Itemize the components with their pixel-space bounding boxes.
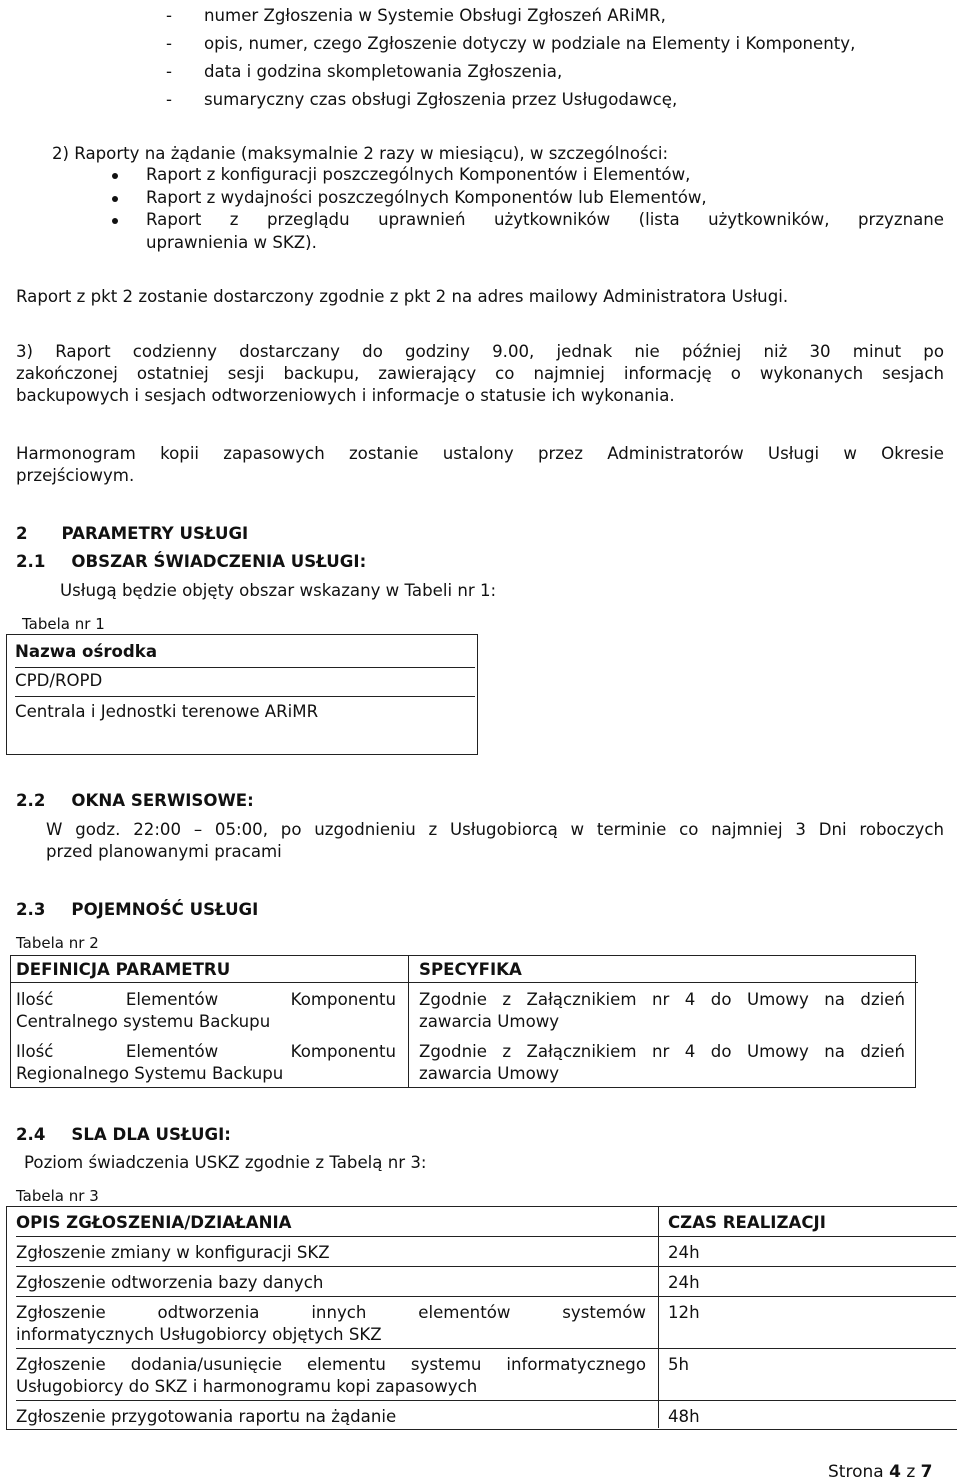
list-item: Raport z przeglądu uprawnień użytkowników (lista użytkowników, przyznane <box>112 209 944 232</box>
row-rule <box>16 1400 956 1401</box>
list-marker: - <box>166 34 172 53</box>
list-item: Raport z konfiguracji poszczególnych Komponentów i Elementów, <box>112 164 944 187</box>
table-row-desc: Zgłoszenie dodania/usunięcie elementu systemu informatycznego Usługobiorcy do SKZ i harmonogramu kopi zapasowych <box>16 1355 646 1396</box>
table-row-time: 24h <box>668 1273 700 1292</box>
paragraph: Raport z pkt 2 zostanie dostarczony zgodnie z pkt 2 na adres mailowy Administratora Usługi. <box>16 287 789 306</box>
paragraph-3: 3) Raport codzienny dostarczany do godziny 9.00, jednak nie później niż 30 minut po zakończonej ostatniej sesji backupu, zawierający co najmniej informację o wykonanych sesjach backupowych i sesjach odtworzeniowych i informacje o statusie ich wykonania. <box>16 342 944 405</box>
table-header: Nazwa ośrodka <box>15 641 475 668</box>
list-item: Raport z wydajności poszczególnych Komponentów lub Elementów, <box>112 187 944 210</box>
table-caption: Tabela nr 3 <box>16 1187 99 1205</box>
table-row: Ilość Elementów Komponentu Regionalnego Systemu Backupu <box>16 1042 396 1083</box>
table-row: CPD/ROPD <box>15 670 475 697</box>
dash-list <box>166 2 855 114</box>
table-row-time: 12h <box>668 1303 700 1322</box>
row-rule <box>16 1236 956 1237</box>
paragraph-harmonogram: Harmonogram kopii zapasowych zostanie ustalony przez Administratorów Usługi w Okresie przejściowym. <box>16 444 944 485</box>
section-heading: 2 PARAMETRY USŁUGI <box>16 524 249 543</box>
bullet-icon <box>112 196 118 202</box>
subsection-heading: 2.3 POJEMNOŚĆ USŁUGI <box>16 900 259 919</box>
subsection-intro: Usługą będzie objęty obszar wskazany w Tabeli nr 1: <box>60 581 497 600</box>
table-row-desc: Zgłoszenie przygotowania raportu na żądanie <box>16 1407 397 1426</box>
table-2-header-rule <box>10 982 918 983</box>
list-marker: - <box>166 62 172 81</box>
row-rule <box>16 1296 956 1297</box>
table-header: DEFINICJA PARAMETRU <box>16 960 231 979</box>
table-3 <box>6 1206 956 1430</box>
table-row: Zgodnie z Załącznikiem nr 4 do Umowy na dzień zawarcia Umowy <box>419 990 905 1031</box>
table-header: OPIS ZGŁOSZENIA/DZIAŁANIA <box>16 1213 292 1232</box>
list-marker: - <box>166 90 172 109</box>
table-1 <box>6 634 478 755</box>
list-item: - opis, numer, czego Zgłoszenie dotyczy w podziale na Elementy i Komponenty, <box>166 30 855 58</box>
subsection-intro: Poziom świadczenia USKZ zgodnie z Tabelą nr 3: <box>24 1153 427 1172</box>
page-footer: Strona 4 z 7 <box>828 1462 933 1482</box>
bullet-icon <box>112 173 118 179</box>
bullet-list <box>112 164 944 254</box>
subsection-heading: 2.4 SLA DLA USŁUGI: <box>16 1125 231 1144</box>
table-row-desc: Zgłoszenie odtworzenia bazy danych <box>16 1273 324 1292</box>
subsection-heading: 2.1 OBSZAR ŚWIADCZENIA USŁUGI: <box>16 552 367 571</box>
table-caption: Tabela nr 1 <box>22 615 105 633</box>
table-header: SPECYFIKA <box>419 960 522 979</box>
table-row-desc: Zgłoszenie zmiany w konfiguracji SKZ <box>16 1243 330 1262</box>
table-3-col-divider <box>658 1206 659 1428</box>
table-row: Zgodnie z Załącznikiem nr 4 do Umowy na dzień zawarcia Umowy <box>419 1042 905 1083</box>
list-item: - sumaryczny czas obsługi Zgłoszenia przez Usługodawcę, <box>166 86 855 114</box>
list-item: - numer Zgłoszenia w Systemie Obsługi Zgłoszeń ARiMR, <box>166 2 855 30</box>
subsection-heading: 2.2 OKNA SERWISOWE: <box>16 791 254 810</box>
row-rule <box>16 1348 956 1349</box>
row-rule <box>16 1266 956 1267</box>
list-marker: - <box>166 6 172 25</box>
bullet-icon <box>112 218 118 224</box>
table-row: Ilość Elementów Komponentu Centralnego systemu Backupu <box>16 990 396 1031</box>
table-header: CZAS REALIZACJI <box>668 1213 826 1232</box>
table-row-time: 48h <box>668 1407 700 1426</box>
paragraph-heading: 2) Raporty na żądanie (maksymalnie 2 razy w miesiącu), w szczególności: <box>52 144 669 163</box>
list-item: - data i godzina skompletowania Zgłoszenia, <box>166 58 855 86</box>
table-row-time: 24h <box>668 1243 700 1262</box>
table-row: Centrala i Jednostki terenowe ARiMR <box>15 702 319 721</box>
table-row-desc: Zgłoszenie odtworzenia innych elementów systemów informatycznych Usługobiorcy objętych SKZ <box>16 1303 646 1344</box>
table-row-time: 5h <box>668 1355 690 1374</box>
list-item-continuation: uprawnienia w SKZ). <box>146 232 317 252</box>
table-caption: Tabela nr 2 <box>16 934 99 952</box>
service-window-text: W godz. 22:00 – 05:00, po uzgodnieniu z Usługobiorcą w terminie co najmniej 3 Dni roboczych przed planowanymi pracami <box>46 820 944 861</box>
